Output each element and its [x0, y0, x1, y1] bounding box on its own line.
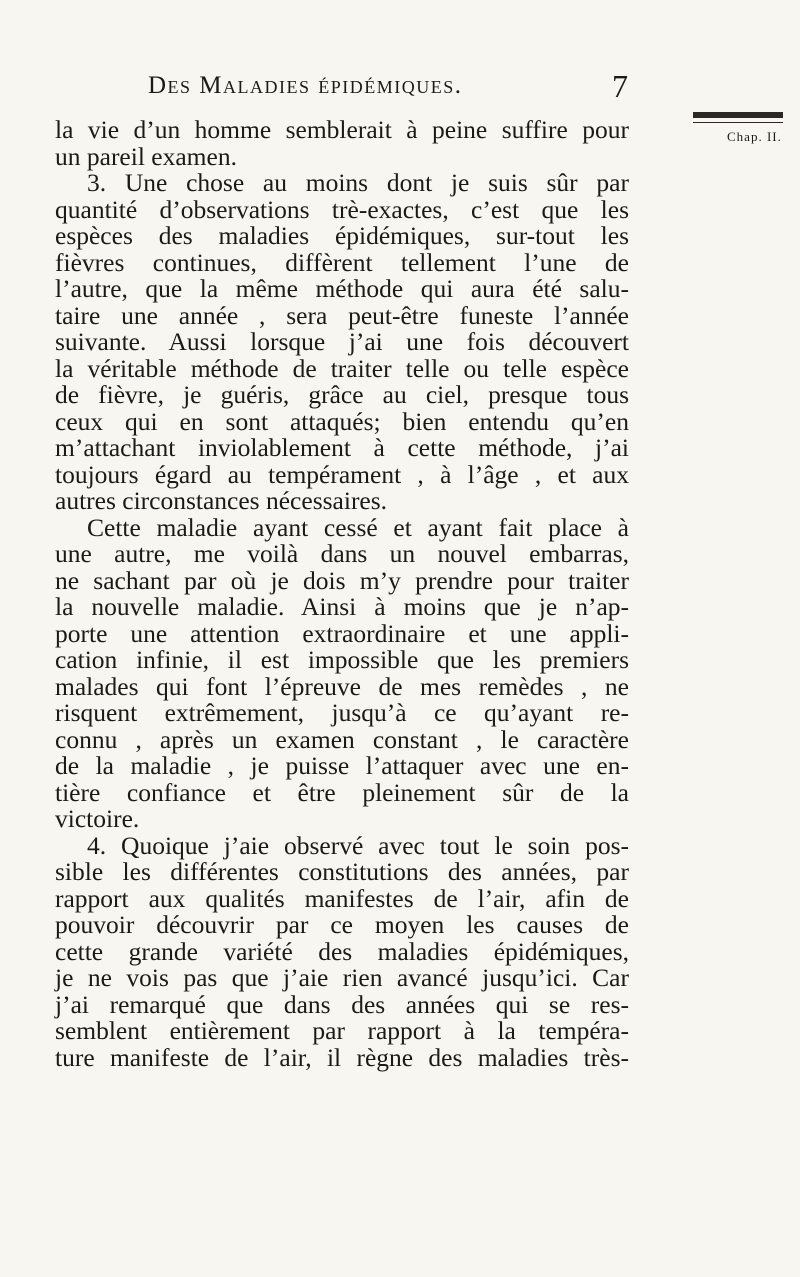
margin-rule-thick: [693, 112, 783, 118]
text-line: cette grande variété des maladies épidémiques,: [55, 936, 629, 966]
text-line: taire une année , sera peut-être funeste l’année: [55, 300, 629, 330]
margin-chapter-label: Chap. II.: [727, 129, 782, 144]
text-line: Cette maladie ayant cessé et ayant fait place à: [87, 512, 629, 542]
running-head: [148, 68, 628, 112]
margin-rule-thin: [693, 122, 783, 123]
text-line: m’attachant inviolablement à cette méthode, j’ai: [55, 433, 629, 462]
text-line: toujours égard au tempérament , à l’âge , et aux: [55, 459, 629, 489]
text-line: rapport aux qualités manifestes de l’air, afin de: [55, 883, 629, 913]
text-line: de fièvre, je guéris, grâce au ciel, presque tous: [55, 380, 629, 409]
text-line: risquent extrêmement, jusqu’à ce qu’ayant re-: [55, 698, 629, 727]
text-line: la nouvelle maladie. Ainsi à moins que je n’ap-: [55, 592, 629, 621]
margin-chapter-note: [693, 112, 783, 145]
text-line: victoire.: [55, 804, 140, 833]
text-line: sible les différentes constitutions des années, par: [55, 857, 629, 886]
text-line: connu , après un examen constant , le caractère: [55, 724, 629, 754]
text-line: porte une attention extraordinaire et une appli-: [55, 618, 629, 648]
text-line: une autre, me voilà dans un nouvel embarras,: [55, 539, 629, 568]
text-line: la véritable méthode de traiter telle ou telle espèce: [55, 353, 629, 383]
text-line: j’ai remarqué que dans des années qui se res-: [55, 989, 629, 1019]
body-text: [55, 117, 629, 1071]
running-head-title: Des Maladies épidémiques.: [148, 72, 463, 99]
text-line: 4. Quoique j’aie observé avec tout le soin pos-: [87, 830, 629, 860]
text-line: ceux qui en sont attaqués; bien entendu qu’en: [55, 406, 629, 436]
text-line: 3. Une chose au moins dont je suis sûr par: [87, 168, 629, 197]
text-line: l’autre, que la même méthode qui aura été salu-: [55, 274, 629, 303]
text-line: tière confiance et être pleinement sûr de la: [55, 777, 629, 807]
text-line: fièvres continues, diffèrent tellement l’une de: [55, 247, 629, 277]
text-line: pouvoir découvrir par ce moyen les causes de: [55, 910, 629, 939]
text-line: malades qui font l’épreuve de mes remèdes , ne: [55, 671, 629, 701]
text-line: la vie d’un homme semblerait à peine suffire pour: [55, 115, 629, 144]
text-line: ture manifeste de l’air, il règne des maladies très-: [55, 1042, 629, 1072]
text-line: cation infinie, il est impossible que les premiers: [55, 645, 629, 674]
text-line: quantité d’observations trè-exactes, c’est que les: [55, 194, 629, 224]
text-line: semblent entièrement par rapport à la tempéra-: [55, 1016, 629, 1045]
text-line: de la maladie , je puisse l’attaquer avec une en-: [55, 751, 629, 780]
text-line: espèces des maladies épidémiques, sur-tout les: [55, 221, 629, 250]
text-line: un pareil examen.: [55, 141, 237, 171]
text-line: suivante. Aussi lorsque j’ai une fois découvert: [55, 327, 629, 356]
text-line: ne sachant par où je dois m’y prendre pour traiter: [55, 565, 629, 595]
page-number: 7: [612, 68, 628, 104]
text-line: autres circonstances nécessaires.: [55, 486, 388, 515]
text-line: je ne vois pas que j’aie rien avancé jusqu’ici. Car: [55, 963, 629, 992]
